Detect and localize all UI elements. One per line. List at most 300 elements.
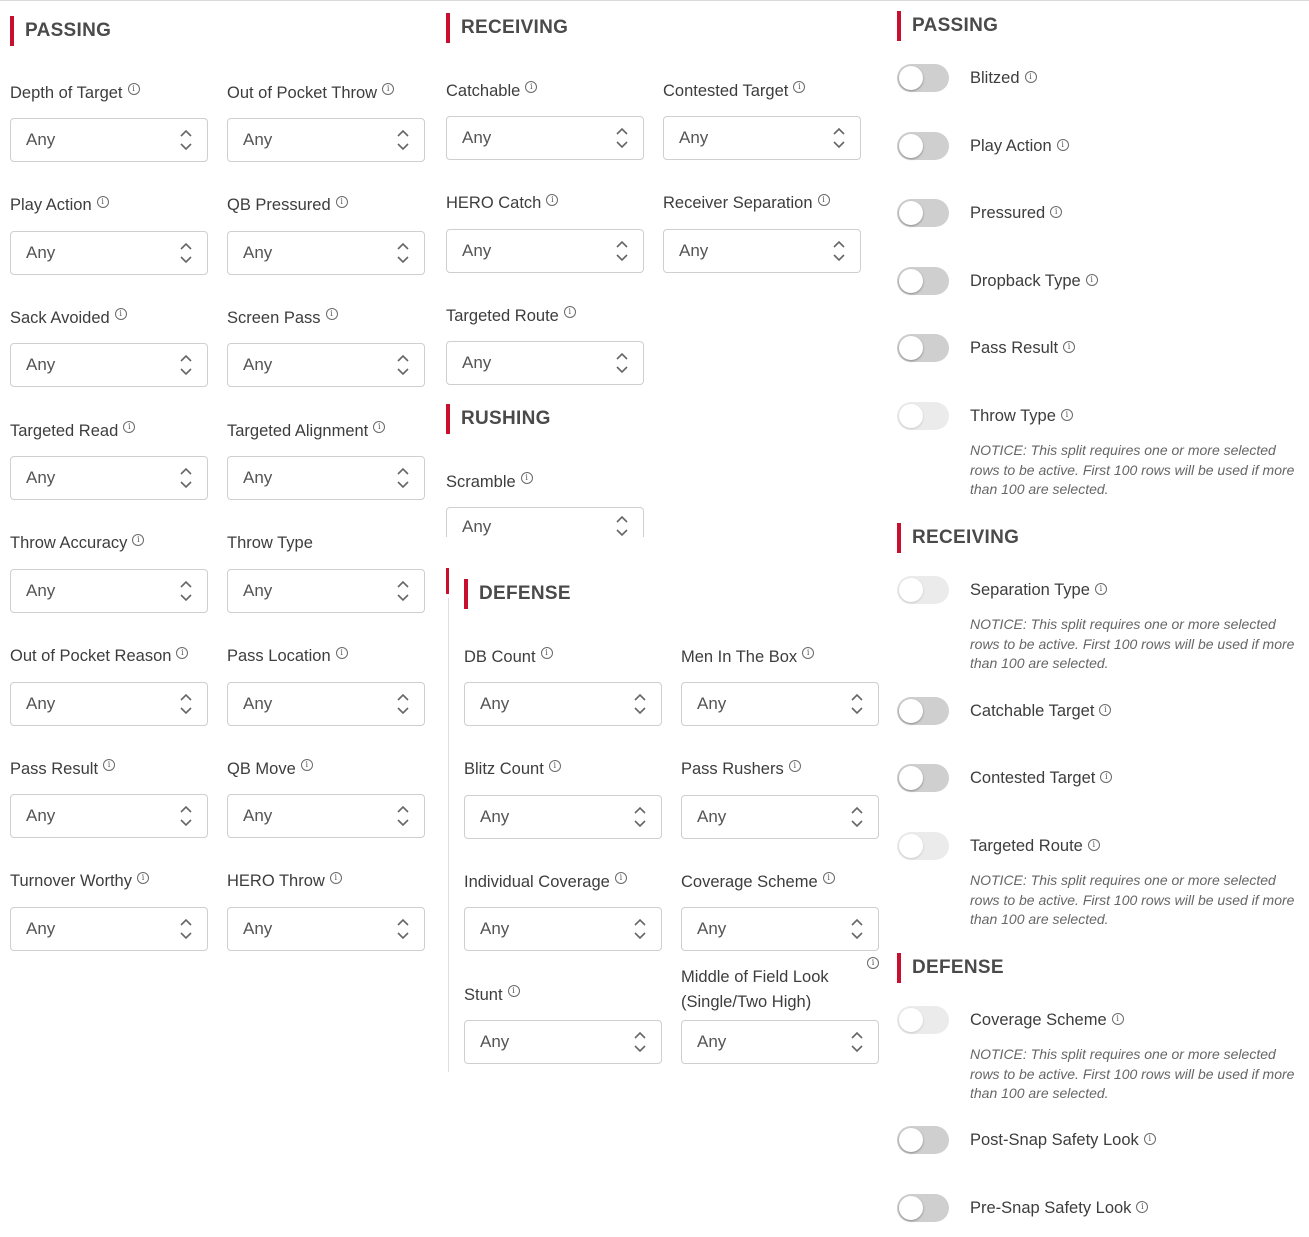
filter-contested-target — [663, 71, 861, 160]
filter-qb-move — [227, 749, 425, 838]
info-icon[interactable]: i — [176, 647, 188, 659]
filter-label-text: Depth of Target — [10, 83, 123, 102]
info-icon[interactable]: i — [301, 759, 313, 771]
filter-stunt — [464, 975, 662, 1064]
filter-label — [663, 71, 861, 111]
select-value: Any — [243, 580, 273, 600]
select-value: Any — [480, 919, 510, 939]
select-chevron-icon — [833, 240, 845, 262]
info-icon[interactable]: i — [97, 196, 109, 208]
filter-label — [227, 298, 425, 338]
toggle-knob — [899, 1008, 923, 1032]
filter-label — [10, 862, 208, 902]
info-icon[interactable]: i — [373, 421, 385, 433]
select-chevron-icon — [180, 354, 192, 376]
filter-label — [446, 184, 644, 224]
split-contested-target — [897, 764, 1112, 792]
split-notice: NOTICE: This split requires one or more selected rows to be active. First 100 rows will be used if more than 100 are selected. — [970, 872, 1295, 927]
filter-play-action — [10, 186, 208, 275]
info-icon[interactable]: i — [1063, 341, 1075, 353]
toggle-knob — [899, 201, 923, 225]
play-action-toggle[interactable] — [897, 132, 949, 160]
sack-avoided-select[interactable] — [10, 343, 208, 387]
filter-label-text: Targeted Read — [10, 421, 119, 440]
select-value: Any — [462, 353, 492, 373]
select-chevron-icon — [616, 515, 628, 537]
toggle-label — [970, 1131, 1156, 1150]
split-notice: NOTICE: This split requires one or more selected rows to be active. First 100 rows will be used if more than 100 are selected. — [970, 616, 1295, 671]
filter-receiver-separation — [663, 184, 861, 273]
filter-label — [663, 184, 861, 224]
select-value: Any — [462, 517, 492, 536]
filter-label-text: Targeted Alignment — [227, 421, 369, 440]
middle-of-field-look-single-two-high-select[interactable] — [681, 1020, 879, 1064]
targeted-read-select[interactable] — [10, 456, 208, 500]
filter-label-text: QB Pressured — [227, 196, 331, 215]
toggle-knob — [899, 134, 923, 158]
filter-label-text: Pass Location — [227, 647, 331, 665]
select-chevron-icon — [397, 467, 409, 489]
select-chevron-icon — [851, 693, 863, 715]
rushing-filters-heading: RUSHING — [446, 404, 551, 434]
contested-target-toggle[interactable] — [897, 764, 949, 792]
filter-qb-pressured — [227, 186, 425, 275]
split-coverage-scheme — [897, 1006, 1124, 1034]
split-blitzed — [897, 64, 1037, 92]
info-icon[interactable]: i — [1136, 1201, 1148, 1213]
info-icon[interactable]: i — [1144, 1133, 1156, 1145]
passing-filters-heading: PASSING — [10, 16, 111, 46]
filter-db-count — [464, 637, 662, 726]
split-dropback-type — [897, 267, 1098, 295]
filter-label — [10, 411, 208, 451]
coverage-scheme-toggle[interactable] — [897, 1006, 949, 1034]
hero-catch-select[interactable] — [446, 229, 644, 273]
toggle-label — [970, 339, 1075, 358]
info-icon[interactable]: i — [521, 472, 533, 484]
select-chevron-icon — [616, 352, 628, 374]
filter-label-text: Pass Rushers — [681, 760, 784, 779]
info-icon[interactable]: i — [115, 308, 127, 320]
filter-label — [464, 750, 662, 790]
info-icon[interactable]: i — [615, 872, 627, 884]
select-value: Any — [26, 468, 56, 488]
hero-throw-select[interactable] — [227, 907, 425, 951]
coverage-scheme-select[interactable] — [681, 907, 879, 951]
select-value: Any — [243, 806, 273, 826]
filter-label — [446, 462, 644, 502]
filter-label-text: Individual Coverage — [464, 872, 610, 891]
filter-label — [10, 73, 208, 113]
info-icon[interactable]: i — [802, 647, 814, 659]
select-chevron-icon — [851, 806, 863, 828]
select-chevron-icon — [180, 242, 192, 264]
filter-label — [227, 524, 425, 564]
select-chevron-icon — [634, 806, 646, 828]
filter-pass-rushers — [681, 750, 879, 839]
select-value: Any — [243, 130, 273, 149]
filter-label — [681, 958, 879, 1015]
dropback-type-toggle[interactable] — [897, 267, 949, 295]
info-icon[interactable]: i — [336, 196, 348, 208]
toggle-label-text: Separation Type — [970, 580, 1090, 599]
filter-label-text: Targeted Route — [446, 306, 559, 325]
filter-label-text: Stunt — [464, 985, 503, 1004]
filter-turnover-worthy — [10, 862, 208, 951]
filter-pass-result — [10, 749, 208, 838]
info-icon[interactable]: i — [1057, 139, 1069, 151]
select-chevron-icon — [397, 580, 409, 602]
select-chevron-icon — [851, 1031, 863, 1053]
post-snap-safety-look-toggle[interactable] — [897, 1126, 949, 1154]
toggle-label-text: Post-Snap Safety Look — [970, 1130, 1139, 1149]
select-chevron-icon — [634, 693, 646, 715]
toggle-label-text: Pressured — [970, 203, 1046, 222]
select-chevron-icon — [634, 918, 646, 940]
select-value: Any — [480, 806, 510, 826]
split-post-snap-safety-look — [897, 1126, 1156, 1154]
select-value: Any — [26, 918, 56, 938]
filter-individual-coverage — [464, 862, 662, 951]
select-value: Any — [243, 242, 273, 262]
filter-middle-of-field-look-single-two-high — [681, 958, 879, 1064]
toggle-knob — [899, 834, 923, 858]
select-chevron-icon — [180, 693, 192, 715]
toggle-knob — [899, 1196, 923, 1220]
info-icon[interactable]: i — [330, 872, 342, 884]
receiver-separation-select[interactable] — [663, 229, 861, 273]
throw-type-toggle[interactable] — [897, 402, 949, 430]
info-icon[interactable]: i — [1112, 1013, 1124, 1025]
filter-label — [681, 750, 879, 790]
info-icon[interactable]: i — [1088, 839, 1100, 851]
filter-label-text: Screen Pass — [227, 308, 321, 327]
select-value: Any — [480, 694, 510, 713]
filter-label-text: Coverage Scheme — [681, 872, 818, 891]
receiving-filters-heading: RECEIVING — [446, 13, 568, 43]
split-pre-snap-safety-look — [897, 1194, 1148, 1222]
filter-label — [227, 73, 425, 113]
info-icon[interactable]: i — [564, 306, 576, 318]
filter-targeted-alignment — [227, 411, 425, 500]
info-icon[interactable]: i — [1099, 704, 1111, 716]
catchable-target-toggle[interactable] — [897, 697, 949, 725]
qb-pressured-select[interactable] — [227, 231, 425, 275]
info-icon[interactable]: i — [508, 985, 520, 997]
info-icon[interactable]: i — [1100, 771, 1112, 783]
toggle-label — [970, 137, 1069, 156]
db-count-select[interactable] — [464, 682, 662, 726]
toggle-knob — [899, 1128, 923, 1152]
select-chevron-icon — [397, 354, 409, 376]
toggle-label-text: Blitzed — [970, 68, 1020, 87]
filter-label-text: QB Move — [227, 759, 296, 778]
toggle-knob — [899, 578, 923, 602]
filter-label-text: Throw Accuracy — [10, 534, 128, 553]
targeted-alignment-select[interactable] — [227, 456, 425, 500]
info-icon[interactable]: i — [1061, 409, 1073, 421]
split-pass-result — [897, 334, 1075, 362]
select-value: Any — [697, 694, 727, 713]
filter-men-in-the-box — [681, 637, 879, 726]
split-notice: NOTICE: This split requires one or more selected rows to be active. First 100 rows will be used if more than 100 are selected. — [970, 1046, 1295, 1101]
toggle-knob — [899, 269, 923, 293]
filter-targeted-read — [10, 411, 208, 500]
select-value: Any — [697, 919, 727, 939]
select-value: Any — [697, 806, 727, 826]
blitzed-toggle[interactable] — [897, 64, 949, 92]
toggle-label — [970, 837, 1100, 856]
split-throw-type — [897, 402, 1073, 430]
receiving-splits-heading: RECEIVING — [897, 523, 1019, 553]
split-targeted-route — [897, 832, 1100, 860]
contested-target-select[interactable] — [663, 116, 861, 160]
stunt-select[interactable] — [464, 1020, 662, 1064]
info-icon[interactable]: i — [867, 957, 879, 969]
filter-label-text: Blitz Count — [464, 760, 544, 779]
qb-move-select[interactable] — [227, 794, 425, 838]
filter-coverage-scheme — [681, 862, 879, 951]
filter-out-of-pocket-throw — [227, 73, 425, 162]
select-chevron-icon — [180, 580, 192, 602]
filter-label — [227, 862, 425, 902]
filter-label — [446, 71, 644, 111]
select-value: Any — [26, 355, 56, 375]
filter-sack-avoided — [10, 298, 208, 387]
pressured-toggle[interactable] — [897, 199, 949, 227]
filter-label-text: Throw Type — [227, 534, 313, 553]
toggle-label-text: Throw Type — [970, 406, 1056, 425]
passing-splits-heading: PASSING — [897, 11, 998, 41]
info-icon[interactable]: i — [137, 872, 149, 884]
separation-type-toggle[interactable] — [897, 576, 949, 604]
toggle-label — [970, 702, 1111, 721]
filter-label-text: Contested Target — [663, 81, 789, 100]
select-value: Any — [26, 242, 56, 262]
filter-label — [464, 975, 662, 1015]
toggle-label — [970, 769, 1112, 788]
filter-label — [227, 749, 425, 789]
filter-label-text: Middle of Field Look (Single/Two High) — [681, 968, 829, 1012]
filter-label — [10, 298, 208, 338]
toggle-knob — [899, 404, 923, 428]
defense-splits-heading: DEFENSE — [897, 953, 1004, 983]
toggle-label — [970, 1199, 1148, 1218]
select-chevron-icon — [397, 693, 409, 715]
pass-result-select[interactable] — [10, 794, 208, 838]
scramble-select[interactable] — [446, 507, 644, 537]
out-of-pocket-reason-select[interactable] — [10, 682, 208, 726]
defense-filters-heading: DEFENSE — [464, 579, 571, 609]
select-value: Any — [243, 918, 273, 938]
filter-label-text: Catchable — [446, 81, 521, 100]
info-icon[interactable]: i — [823, 872, 835, 884]
toggle-label — [970, 272, 1098, 291]
filter-catchable — [446, 71, 644, 160]
info-icon[interactable]: i — [103, 759, 115, 771]
filter-hero-throw — [227, 862, 425, 951]
filter-label — [446, 296, 644, 336]
defense-panel-marker — [446, 568, 449, 594]
filter-targeted-route — [446, 296, 644, 385]
select-chevron-icon — [833, 127, 845, 149]
filter-label — [227, 637, 425, 677]
select-chevron-icon — [180, 918, 192, 940]
throw-accuracy-select[interactable] — [10, 569, 208, 613]
filter-blitz-count — [464, 750, 662, 839]
toggle-label — [970, 1011, 1124, 1030]
toggle-knob — [899, 699, 923, 723]
select-value: Any — [480, 1032, 510, 1052]
select-value: Any — [26, 130, 56, 149]
info-icon[interactable]: i — [382, 83, 394, 95]
split-separation-type — [897, 576, 1107, 604]
select-chevron-icon — [180, 805, 192, 827]
filter-throw-accuracy — [10, 524, 208, 613]
toggle-label — [970, 204, 1062, 223]
info-icon[interactable]: i — [336, 647, 348, 659]
select-chevron-icon — [634, 1031, 646, 1053]
depth-of-target-select[interactable] — [10, 118, 208, 162]
select-value: Any — [679, 240, 709, 260]
filter-label-text: Men In The Box — [681, 647, 798, 666]
targeted-route-toggle[interactable] — [897, 832, 949, 860]
filter-label-text: Sack Avoided — [10, 308, 110, 327]
filter-label — [10, 186, 208, 226]
info-icon[interactable]: i — [1025, 71, 1037, 83]
info-icon[interactable]: i — [128, 83, 140, 95]
turnover-worthy-select[interactable] — [10, 907, 208, 951]
filter-label-text: Out of Pocket Reason — [10, 647, 172, 665]
info-icon[interactable]: i — [132, 534, 144, 546]
select-chevron-icon — [397, 805, 409, 827]
select-value: Any — [679, 128, 709, 147]
individual-coverage-select[interactable] — [464, 907, 662, 951]
info-icon[interactable]: i — [525, 81, 537, 93]
catchable-select[interactable] — [446, 116, 644, 160]
out-of-pocket-throw-select[interactable] — [227, 118, 425, 162]
filter-label-text: Turnover Worthy — [10, 872, 132, 891]
screen-pass-select[interactable] — [227, 343, 425, 387]
info-icon[interactable]: i — [326, 308, 338, 320]
info-icon[interactable]: i — [1050, 206, 1062, 218]
select-chevron-icon — [851, 918, 863, 940]
select-chevron-icon — [397, 242, 409, 264]
filter-label — [681, 637, 879, 677]
top-border — [0, 0, 1309, 1]
filter-label-text: Scramble — [446, 472, 516, 491]
select-value: Any — [462, 240, 492, 260]
filter-label-text: Out of Pocket Throw — [227, 83, 378, 102]
targeted-route-select[interactable] — [446, 341, 644, 385]
info-icon[interactable]: i — [1086, 274, 1098, 286]
filter-label — [10, 524, 208, 564]
info-icon[interactable]: i — [549, 760, 561, 772]
filter-label-text: DB Count — [464, 647, 536, 666]
play-action-select[interactable] — [10, 231, 208, 275]
select-chevron-icon — [180, 467, 192, 489]
select-value: Any — [26, 806, 56, 826]
men-in-the-box-select[interactable] — [681, 682, 879, 726]
pass-result-toggle[interactable] — [897, 334, 949, 362]
select-value: Any — [462, 128, 492, 147]
select-chevron-icon — [616, 127, 628, 149]
select-value: Any — [243, 693, 273, 713]
filter-label-text: HERO Throw — [227, 872, 325, 891]
toggle-knob — [899, 766, 923, 790]
filter-label — [681, 862, 879, 902]
info-icon[interactable]: i — [793, 81, 805, 93]
filter-label — [10, 637, 208, 677]
filter-scramble — [446, 462, 644, 537]
toggle-knob — [899, 336, 923, 360]
filter-label — [10, 749, 208, 789]
split-notice: NOTICE: This split requires one or more selected rows to be active. First 100 rows will be used if more than 100 are selected. — [970, 442, 1295, 497]
toggle-label-text: Targeted Route — [970, 836, 1083, 855]
select-value: Any — [243, 355, 273, 375]
pass-rushers-select[interactable] — [681, 795, 879, 839]
toggle-label — [970, 69, 1037, 88]
select-chevron-icon — [616, 240, 628, 262]
throw-type-select[interactable] — [227, 569, 425, 613]
filter-label-text: Play Action — [10, 196, 92, 215]
filter-hero-catch — [446, 184, 644, 273]
filter-label-text: HERO Catch — [446, 194, 542, 213]
info-icon[interactable]: i — [1095, 583, 1107, 595]
select-value: Any — [26, 693, 56, 713]
filter-screen-pass — [227, 298, 425, 387]
select-chevron-icon — [397, 129, 409, 151]
filter-pass-location — [227, 637, 425, 726]
info-icon[interactable]: i — [123, 421, 135, 433]
filter-depth-of-target — [10, 73, 208, 162]
select-value: Any — [243, 468, 273, 488]
split-pressured — [897, 199, 1062, 227]
toggle-label-text: Catchable Target — [970, 701, 1095, 720]
toggle-knob — [899, 66, 923, 90]
toggle-label-text: Pass Result — [970, 338, 1059, 357]
info-icon[interactable]: i — [818, 194, 830, 206]
split-play-action — [897, 132, 1069, 160]
select-chevron-icon — [180, 129, 192, 151]
pass-location-select[interactable] — [227, 682, 425, 726]
toggle-label-text: Coverage Scheme — [970, 1010, 1107, 1029]
filter-label — [464, 862, 662, 902]
toggle-label-text: Pre-Snap Safety Look — [970, 1198, 1132, 1217]
select-value: Any — [26, 580, 56, 600]
pre-snap-safety-look-toggle[interactable] — [897, 1194, 949, 1222]
filter-label — [227, 186, 425, 226]
toggle-label — [970, 407, 1073, 426]
select-value: Any — [697, 1032, 727, 1052]
toggle-label — [970, 581, 1107, 600]
info-icon[interactable]: i — [546, 194, 558, 206]
filter-label — [464, 637, 662, 677]
toggle-label-text: Contested Target — [970, 768, 1096, 787]
select-chevron-icon — [397, 918, 409, 940]
defense-panel-border — [448, 598, 449, 1072]
info-icon[interactable]: i — [789, 760, 801, 772]
filter-label-text: Receiver Separation — [663, 194, 813, 213]
filter-label-text: Pass Result — [10, 759, 99, 778]
toggle-label-text: Play Action — [970, 136, 1052, 155]
filter-throw-type — [227, 524, 425, 613]
split-catchable-target — [897, 697, 1111, 725]
filter-out-of-pocket-reason — [10, 637, 208, 726]
filter-label — [227, 411, 425, 451]
blitz-count-select[interactable] — [464, 795, 662, 839]
info-icon[interactable]: i — [541, 647, 553, 659]
